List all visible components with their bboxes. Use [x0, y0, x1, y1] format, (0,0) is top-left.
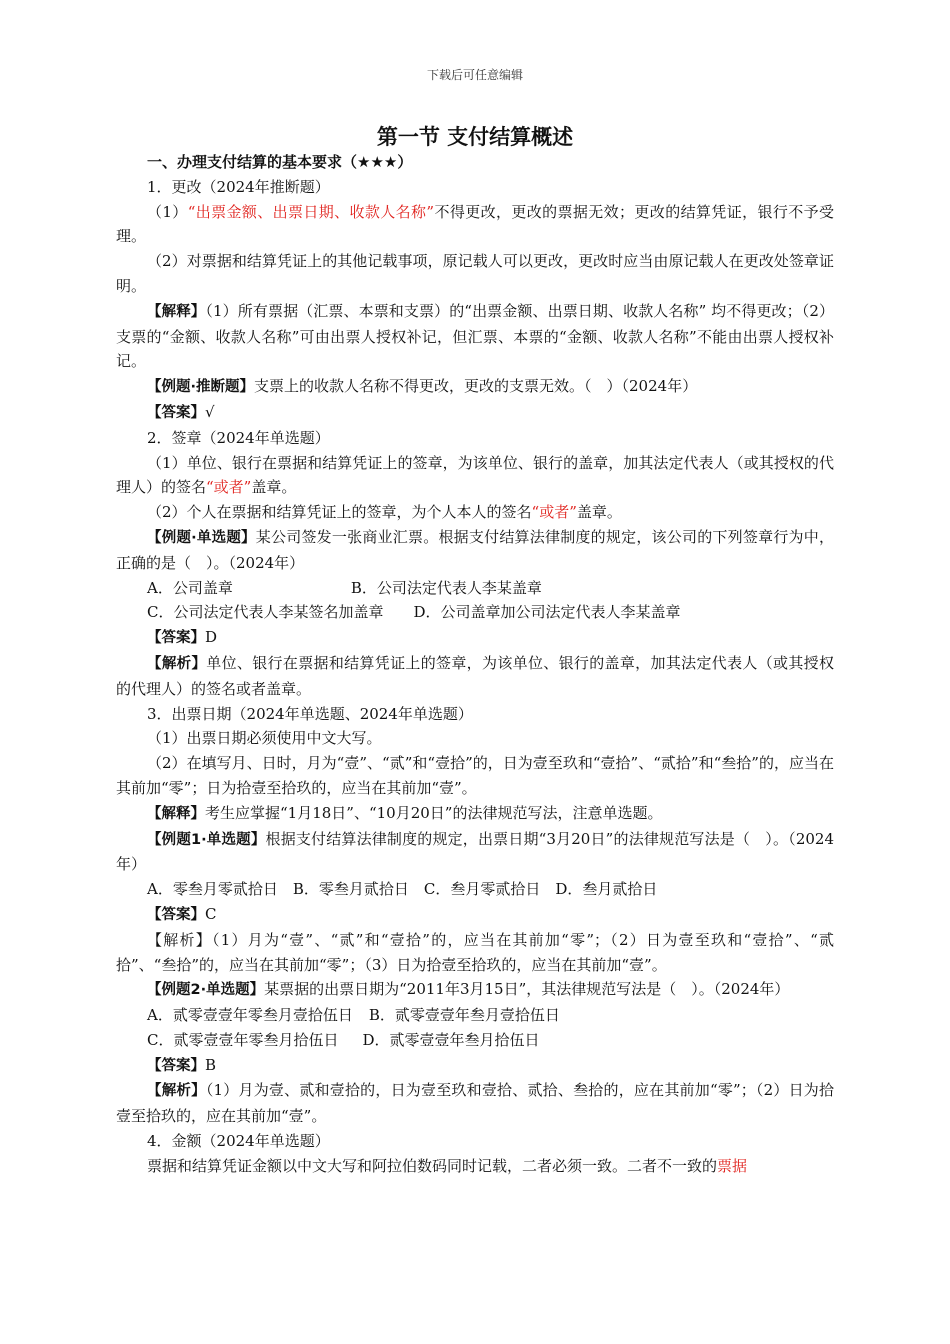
example-question	[116, 977, 834, 1003]
label: 【解释】	[147, 303, 206, 320]
option-b: B．贰零壹壹年叁月壹拾伍日	[368, 1006, 560, 1025]
text: （2）个人在票据和结算凭证上的签章，为个人本人的签名	[147, 503, 532, 522]
text: 票据和结算凭证金额以中文大写和阿拉伯数码同时记载，二者必须一致。二者不一致的	[147, 1156, 718, 1175]
options-row	[116, 600, 834, 625]
page-title: 第一节 支付结算概述	[376, 125, 574, 149]
text: 某公司签发一张商业汇票。根据支付结算法律制度的规定，该公司的下列签章行为中，正确的是（ ）。（2024年）	[116, 527, 834, 572]
text: C	[205, 904, 217, 923]
text: 盖章。	[251, 478, 297, 497]
label: 【例题1·单选题】	[147, 831, 266, 848]
option-d: D．公司盖章加公司法定代表人李某盖章	[413, 603, 681, 622]
option-a: A．公司盖章	[147, 578, 233, 597]
label: 【解析】	[147, 930, 212, 949]
example-question	[116, 525, 834, 576]
explanation	[116, 928, 834, 978]
text: （1）单位、银行在票据和结算凭证上的签章，为该单位、银行的盖章，加其法定代表人（或其授权的代理人）的签名	[116, 453, 834, 497]
text: 盖章。	[576, 503, 622, 522]
subsection-heading-change: 1．更改（2024年推断题）	[147, 177, 330, 196]
label: 【答案】	[147, 404, 205, 421]
paragraph	[116, 500, 834, 525]
options-row	[116, 576, 834, 601]
options-row: A．零叁月零贰拾日 B．零叁月贰拾日 C．叁月零贰拾日 D．叁月贰拾日	[147, 880, 658, 899]
label: 【答案】	[147, 630, 205, 647]
paragraph	[116, 451, 834, 501]
option-b: B．公司法定代表人李某盖章	[350, 578, 542, 597]
subsection-heading-signature: 2．签章（2024年单选题）	[147, 428, 330, 447]
document-body	[116, 150, 834, 1179]
text: B	[205, 1055, 217, 1074]
paragraph: （2）在填写月、日时，月为“壹”、“贰”和“壹拾”的，日为壹至玖和“壹拾”、“贰拾”和“叁拾”的，应当在其前加“零”；日为拾壹至拾玖的，应当在其前加“壹”。	[116, 754, 834, 797]
text: （1）月为“壹”、“贰”和“壹拾”的，应当在其前加“零”；（2）日为壹至玖和“壹拾”、“贰拾”、“叁拾”的，应当在其前加“零”；（3）日为拾壹至拾玖的，应当在其前加“壹”。	[116, 930, 834, 974]
answer	[116, 902, 834, 928]
text: 不得更改，更改的票据无效；更改的结算凭证，银行不予受理。	[116, 202, 834, 246]
label: 【例题·单选题】	[147, 529, 256, 546]
options-row	[116, 1028, 834, 1053]
page-header: 下载后可任意编辑	[426, 68, 523, 82]
text: （1）	[147, 202, 188, 221]
text: 某票据的出票日期为“2011年3月15日”，其法律规范写法是（ ）。（2024年）	[264, 980, 790, 999]
text: 支票上的收款人名称不得更改，更改的支票无效。（ ）（2024年）	[254, 377, 698, 396]
example-question	[116, 827, 834, 878]
option-c: C．公司法定代表人李某签名加盖章	[147, 603, 384, 622]
paragraph: （1）出票日期必须使用中文大写。	[147, 729, 382, 748]
paragraph	[116, 200, 834, 250]
text: （1）所有票据（汇票、本票和支票）的“出票金额、出票日期、收款人名称” 均不得更改；（2）支票的“金额、收款人名称”可由出票人授权补记，但汇票、本票的“金额、收款人名称”不能由出票人授权补记。	[116, 301, 835, 371]
paragraph	[116, 1154, 834, 1179]
text: √	[205, 402, 215, 421]
subsection-heading-amount: 4．金额（2024年单选题）	[147, 1132, 330, 1151]
answer	[116, 625, 834, 651]
explanation	[116, 801, 834, 827]
answer	[116, 400, 834, 426]
text: 考生应掌握“1月18日”、“10月20日”的法律规范写法，注意单选题。	[205, 803, 663, 822]
subsection-heading-issue-date: 3．出票日期（2024年单选题、2024年单选题）	[147, 704, 473, 723]
label: 【解析】	[147, 1083, 206, 1100]
label: 【例题·推断题】	[147, 379, 255, 396]
label: 【解释】	[147, 805, 205, 822]
option-a: A．贰零壹壹年零叁月壹拾伍日	[147, 1006, 353, 1025]
emphasis-text: 票据	[717, 1156, 748, 1175]
explanation	[116, 651, 834, 702]
emphasis-text: “出票金额、出票日期、收款人名称”	[187, 202, 435, 221]
explanation	[116, 1078, 834, 1129]
label: 【解析】	[147, 655, 207, 672]
label: 【例题2·单选题】	[147, 982, 265, 999]
emphasis-text: “或者”	[206, 478, 252, 497]
explanation	[116, 299, 834, 374]
text: 单位、银行在票据和结算凭证上的签章，为该单位、银行的盖章，加其法定代表人（或其授权的代理人）的签名或者盖章。	[116, 653, 834, 698]
answer	[116, 1053, 834, 1079]
paragraph: （2）对票据和结算凭证上的其他记载事项，原记载人可以更改，更改时应当由原记载人在更改处签章证明。	[116, 252, 834, 295]
label: 【答案】	[147, 1057, 205, 1074]
label: 【答案】	[147, 906, 205, 923]
text: 根据支付结算法律制度的规定，出票日期“3月20日”的法律规范写法是（ ）。（2024年）	[116, 829, 834, 874]
option-c: C．贰零壹壹年零叁月拾伍日	[147, 1030, 339, 1049]
text: D	[205, 628, 218, 647]
emphasis-text: “或者”	[531, 503, 577, 522]
option-d: D．贰零壹壹年叁月拾伍日	[362, 1030, 540, 1049]
section-heading: 一、办理支付结算的基本要求（★★★）	[147, 153, 413, 171]
options-row	[116, 1003, 834, 1028]
example-question	[116, 374, 834, 400]
text: （1）月为壹、贰和壹拾的，日为壹至玖和壹拾、贰拾、叁拾的，应在其前加“零”；（2）日为拾壹至拾玖的，应在其前加“壹”。	[116, 1081, 835, 1126]
